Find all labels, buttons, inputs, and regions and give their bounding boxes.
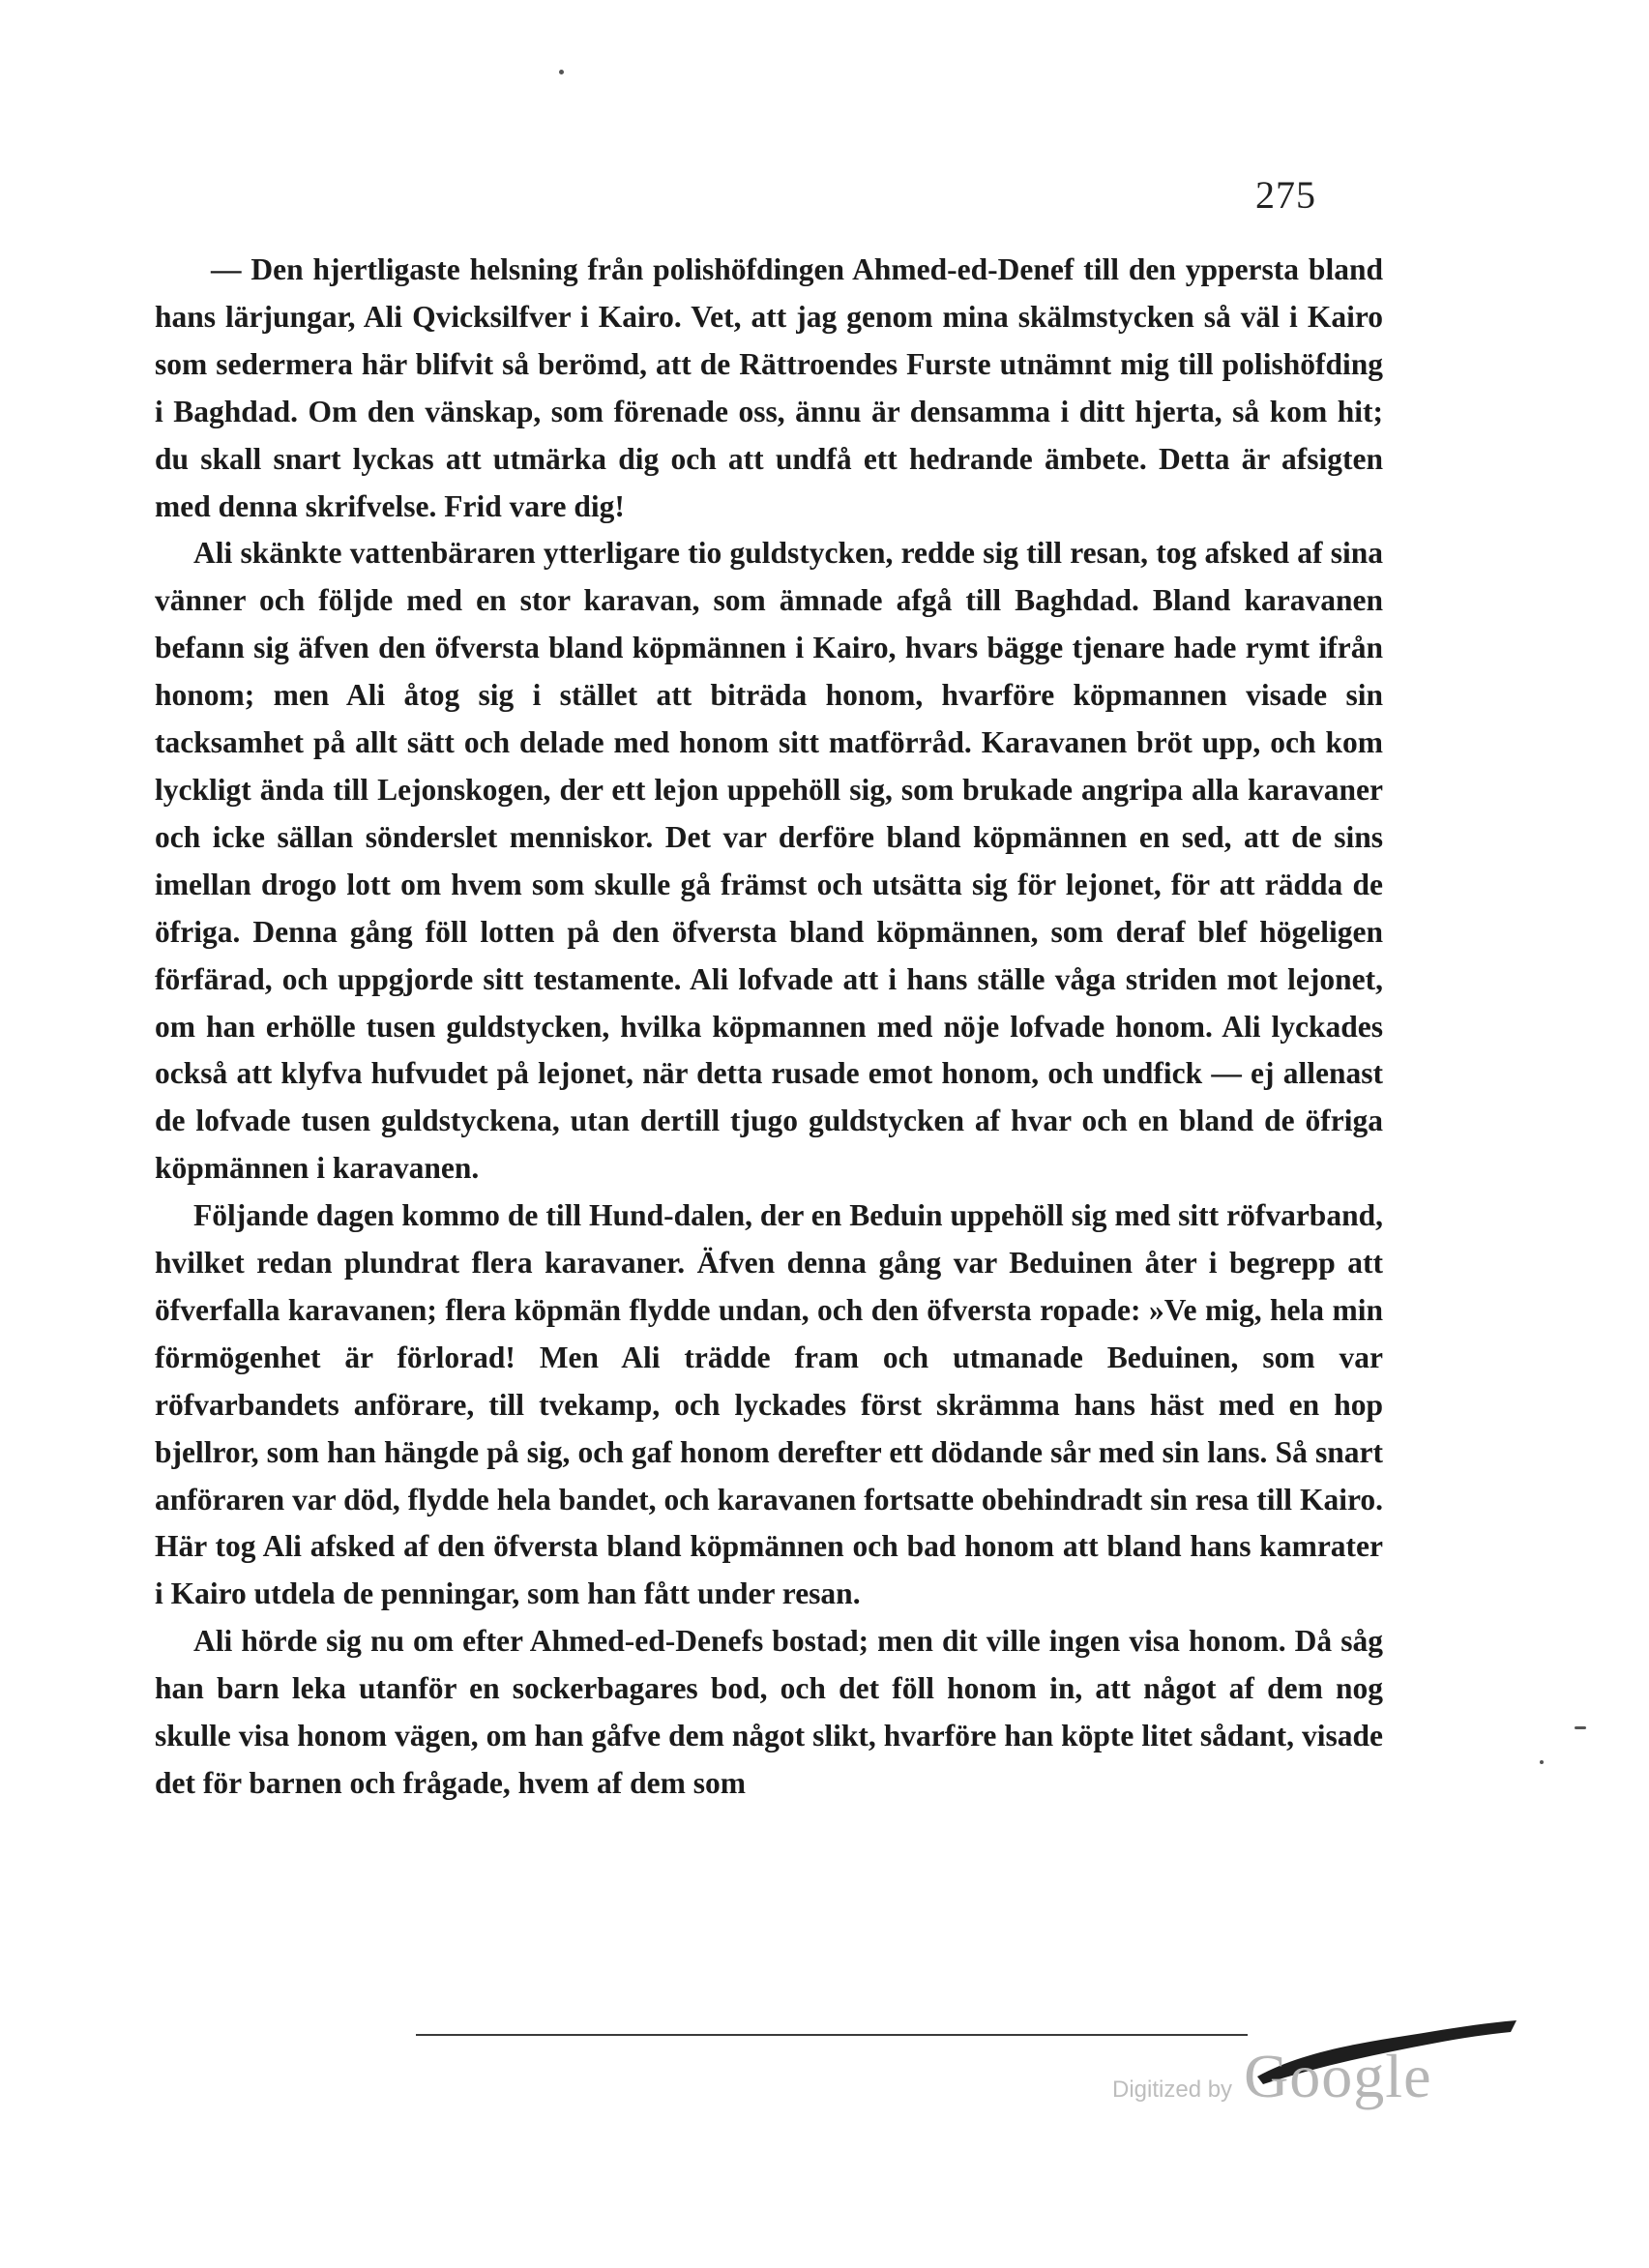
paragraph-journey: Ali skänkte vattenbäraren ytterligare tio guldstycken, redde sig till resan, tog afsked af sina vänner och följde med en stor karavan, som ämnade afgå till Baghdad. Bland karavanen befann sig äfven den öfversta bland köpmännen i Kairo, hvars bägge tjenare hade rymt ifrån honom; men Ali åtog sig i stället att biträda honom, hvarföre köpmannen visade sin tacksamhet på allt sätt och delade med honom sitt matförråd. Karavanen bröt upp, och kom lyckligt ända till Lejonskogen, der ett lejon uppehöll sig, som brukade angripa alla karavaner och icke sällan sönderslet menniskor. Det var derföre bland köpmännen en sed, att de sins imellan drogo lott om hvem som skulle gå främst och utsätta sig för lejonet, för att rädda de öfriga. Denna gång föll lotten på den öfversta bland köpmännen, som deraf blef högeligen förfärad, och uppgjorde sitt testamente. Ali lofvade att i hans ställe våga striden mot lejonet, om han erhölle tusen guldstycken, hvilka köpmannen med nöje lofvade honom. Ali lyckades också att klyfva hufvudet på lejonet, när detta rusade emot honom, och undfick — ej allenast de lofvade tusen guldstyckena, utan dertill tjugo guldstycken af hvar och en bland de öfriga köpmännen i karavanen. — [155, 536, 1383, 1186]
scan-rule-line — [416, 2034, 1248, 2036]
body-text — [155, 247, 1383, 1808]
paragraph-bedouin: Följande dagen kommo de till Hund-dalen, der en Beduin uppehöll sig med sitt röfvarband, hvilket redan plundrat flera karavaner. Äfven denna gång var Beduinen åter i begrepp att öfverfalla karavanen; flera köpmän flydde undan, och den öfversta ropade: »Ve mig, hela min förmögenhet är förlorad! Men Ali trädde fram och utmanade Beduinen, som var röfvarbandets anförare, till tvekamp, och lyckades först skrämma hans häst med en hop bjellror, som han hängde på sig, och gaf honom derefter ett dödande sår med sin lans. Så snart anföraren var död, flydde hela bandet, och karavanen fortsatte obehindradt sin resa till Kairo. Här tog Ali afsked af den öfversta bland köpmännen och bad honom att bland hans kamrater i Kairo utdela de penningar, som han fått under resan. — [155, 1198, 1383, 1611]
watermark-google-logo: Google — [1244, 2042, 1432, 2110]
page-number: 275 — [1255, 173, 1316, 217]
google-watermark — [1112, 2041, 1431, 2112]
watermark-digitized-text: Digitized by — [1112, 2077, 1233, 2103]
paragraph-ahmed-search: Ali hörde sig nu om efter Ahmed-ed-Denefs bostad; men dit ville ingen visa honom. Då såg han barn leka utanför en sockerbagares bod, och det föll honom in, att något af dem nog skulle visa honom vägen, om han gåfve dem något slikt, hvarföre han köpte litet sådant, visade det för barnen och frågade, hvem af dem som — [155, 1624, 1383, 1800]
scan-speck — [559, 70, 564, 74]
paragraph-letter: — Den hjertligaste helsning från polishöfdingen Ahmed-ed-Denef till den yppersta bland hans lärjungar, Ali Qvicksilfver i Kairo. Vet, att jag genom mina skälmstycken så väl i Kairo som sedermera här blifvit så berömd, att de Rättroendes Furste utnämnt mig till polishöfding i Baghdad. Om den vänskap, som förenade oss, ännu är densamma i ditt hjerta, så kom hit; du skall snart lyckas att utmärka dig och att undfå ett hedrande ämbete. Detta är afsigten med denna skrifvelse. Frid vare dig! — [155, 252, 1383, 523]
scan-speck — [1575, 1726, 1586, 1729]
scan-speck — [1540, 1760, 1544, 1764]
